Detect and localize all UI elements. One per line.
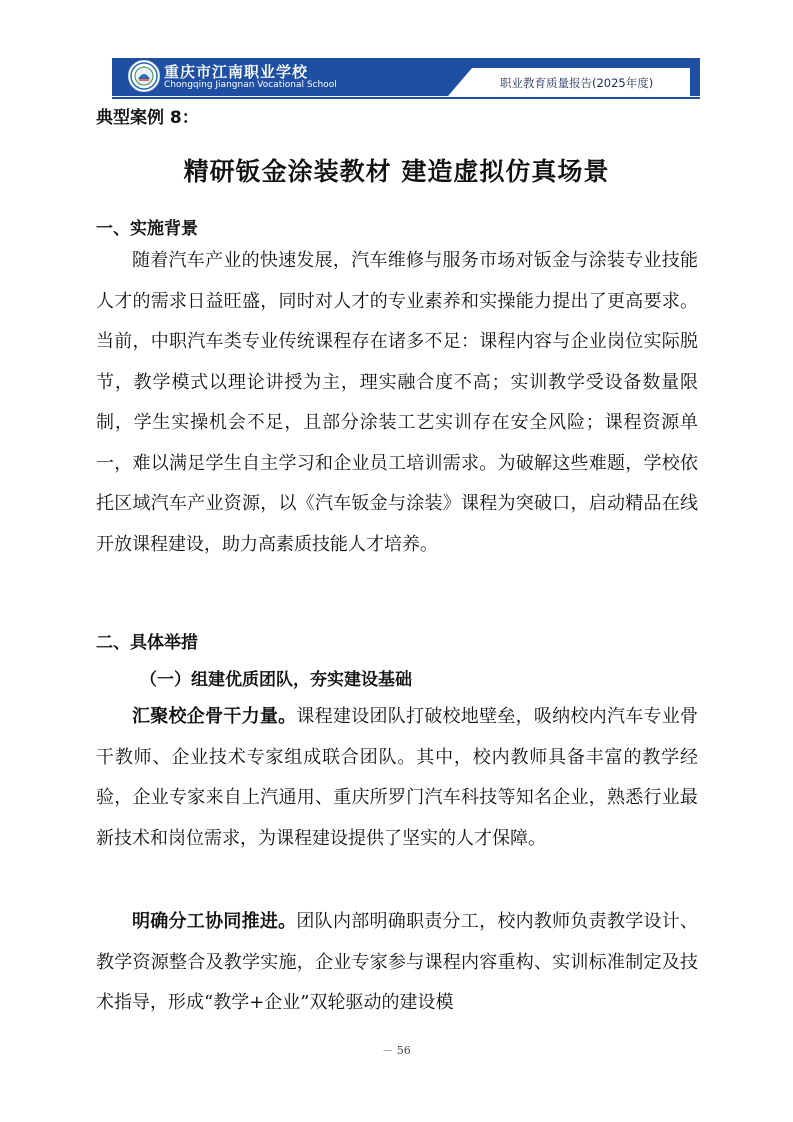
page-number: － 56	[382, 1044, 411, 1057]
division-paragraph-body: 团队内部明确职责分工，校内教师负责教学设计、教学资源整合及教学实施，企业专家参与课程内容重构、实训标准制定及技术指导，形成“教学+企业”双轮驱动的建设模	[96, 911, 699, 1013]
team-paragraph-body: 课程建设团队打破校地壁垒，吸纳校内汽车专业骨干教师、企业技术专家组成联合团队。其中，校内教师具备丰富的教学经验，企业专家来自上汽通用、重庆所罗门汽车科技等知名企业，熟悉行业最新技术和岗位需求，为课程建设提供了坚实的人才保障。	[96, 706, 699, 849]
section-heading-measures: 二、具体举措	[96, 633, 198, 653]
team-paragraph-lead: 汇聚校企骨干力量。	[132, 706, 297, 727]
school-emblem-icon	[128, 60, 160, 92]
team-paragraph	[96, 697, 698, 859]
school-name-cn: 重庆市江南职业学校	[164, 63, 309, 81]
report-title: 职业教育质量报告(2025年度)	[500, 76, 654, 90]
banner-white-slope	[448, 68, 472, 96]
page-title: 精研钣金涂装教材 建造虚拟仿真场景	[183, 157, 610, 186]
subsection-heading-team: （一）组建优质团队，夯实建设基础	[140, 670, 412, 690]
case-label: 典型案例 8：	[96, 108, 199, 128]
header-rule	[112, 97, 700, 99]
division-paragraph-lead: 明确分工协同推进。	[132, 911, 297, 932]
division-paragraph	[96, 902, 698, 1024]
section-heading-background: 一、实施背景	[96, 219, 198, 239]
school-name-en: Chongqing Jiangnan Vocational School	[164, 80, 337, 90]
background-paragraph: 随着汽车产业的快速发展，汽车维修与服务市场对钣金与涂装专业技能人才的需求日益旺盛，同时对人才的专业素养和实操能力提出了更高要求。当前，中职汽车类专业传统课程存在诸多不足：课程内容与企业岗位实际脱节，教学模式以理论讲授为主，理实融合度不高；实训教学受设备数量限制，学生实操机会不足，且部分涂装工艺实训存在安全风险；课程资源单一，难以满足学生自主学习和企业员工培训需求。为破解这些难题，学校依托区域汽车产业资源，以《汽车钣金与涂装》课程为突破口，启动精品在线开放课程建设，助力高素质技能人才培养。	[96, 250, 698, 555]
